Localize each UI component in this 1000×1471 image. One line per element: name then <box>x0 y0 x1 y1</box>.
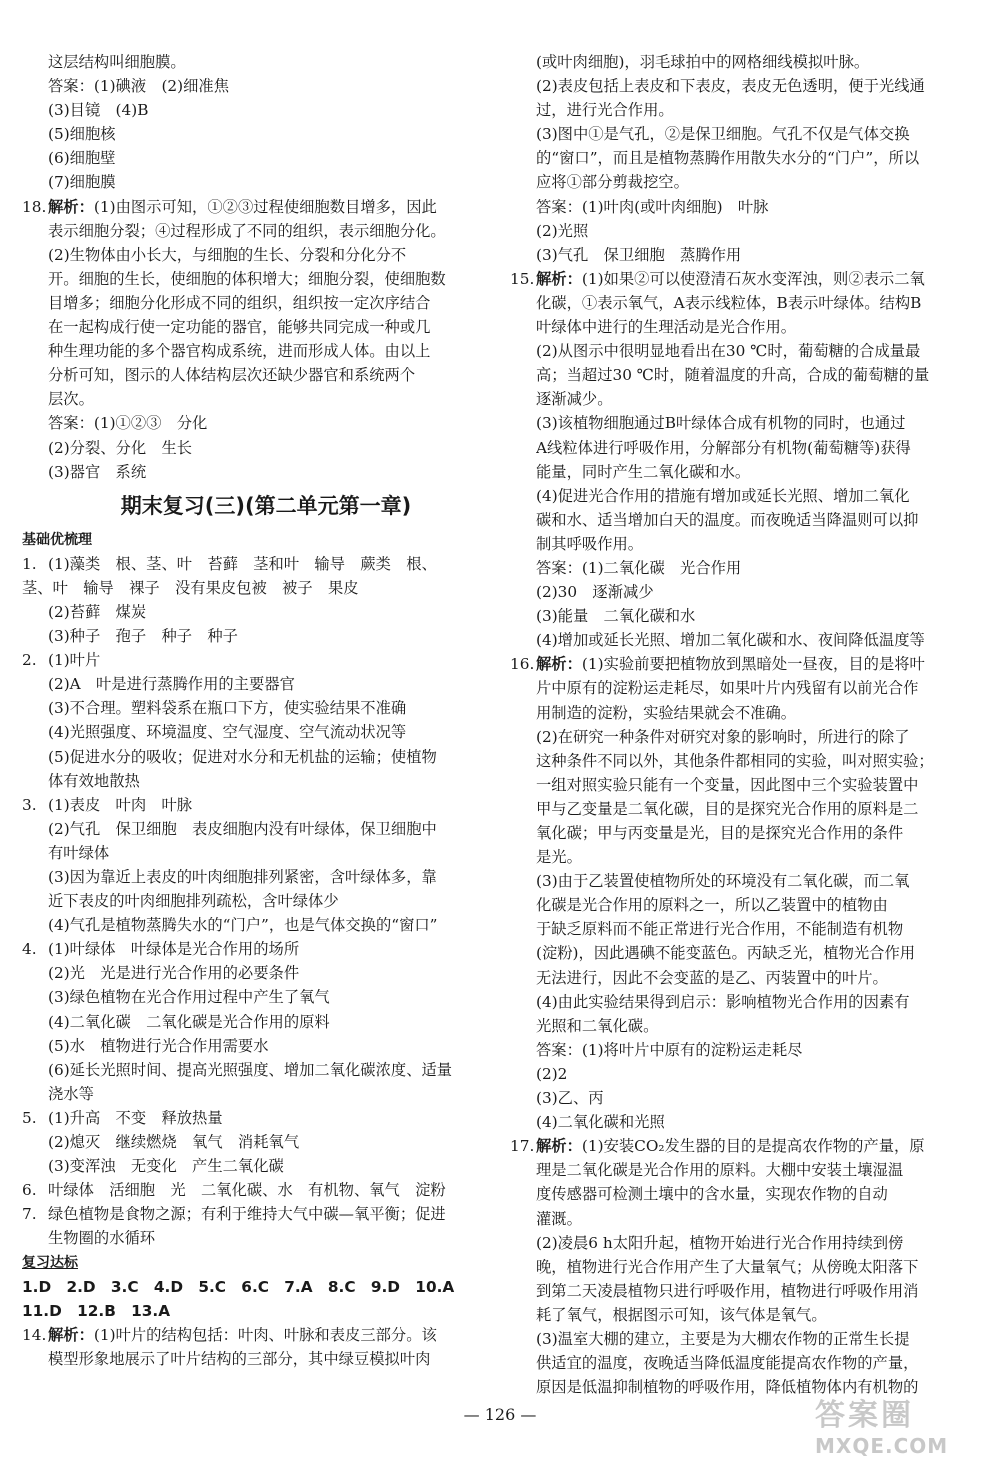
text-line: (1)安装CO₂发生器的目的是提高农作物的产量，原 <box>581 1137 925 1156</box>
text-line: 用制造的淀粉，实验结果就会不准确。 <box>536 703 797 722</box>
text-line: (4)促进光合作用的措施有增加或延长光照、增加二氧化 <box>536 486 910 505</box>
text-line: (3)不合理。塑料袋系在瓶口下方，使实验结果不准确 <box>48 699 407 718</box>
text-line: (1)叶片的结构包括：叶肉、叶脉和表皮三部分。该 <box>93 1325 437 1344</box>
text-line: 过，进行光合作用。 <box>536 101 674 120</box>
text-line: (3)种子 孢子 种子 种子 <box>48 627 238 646</box>
text-line: 分析可知，图示的人体结构层次还缺少器官和系统两个 <box>48 366 416 385</box>
page-number: — 126 — <box>463 1405 537 1424</box>
text-line: (4)由此实验结果得到启示：影响植物光合作用的因素有 <box>536 992 910 1011</box>
text-line: 甲与乙变量是二氧化碳，目的是探究光合作用的原料是二 <box>536 799 919 818</box>
text-line: (7)细胞膜 <box>48 173 116 192</box>
text-line: 这种条件不同以外，其他条件都相同的实验，叫对照实验； <box>536 751 934 770</box>
text-line: (2)凌晨6 h太阳升起，植物开始进行光合作用持续到傍 <box>536 1233 904 1252</box>
text-line: (2)光 光是进行光合作用的必要条件 <box>48 964 300 983</box>
text-line: (1)藻类 根、茎、叶 苔藓 茎和叶 输导 蕨类 根、 <box>48 554 437 573</box>
text-line: (1)如果②可以使澄清石灰水变浑浊，则②表示二氧 <box>581 269 925 288</box>
item-number: 7. <box>22 1205 37 1224</box>
chapter-title: 期末复习(三)(第二单元第一章) <box>120 493 412 518</box>
text-line: 是光。 <box>536 848 582 867</box>
text-line: 叶绿体中进行的生理活动是光合作用。 <box>536 318 797 337</box>
text-line: (2)熄灭 继续燃烧 氧气 消耗氧气 <box>48 1133 300 1152</box>
text-line: 目增多；细胞分化形成不同的组织，组织按一定次序结合 <box>48 293 431 312</box>
basic-item <box>22 1178 490 1202</box>
item-number: 6. <box>22 1181 37 1200</box>
text-line: (3)绿色植物在光合作用过程中产生了氧气 <box>48 988 330 1007</box>
text-line: 化碳是光合作用的原料之一，所以乙装置中的植物由 <box>536 896 888 915</box>
text-line: 这层结构叫细胞膜。 <box>48 53 186 71</box>
item-number: 3. <box>22 795 37 814</box>
question-17 <box>510 1134 980 1399</box>
text-line: 答案：(1)①②③ 分化 <box>48 414 208 433</box>
question-number: 17. <box>510 1137 535 1156</box>
text-line: 晚，植物进行光合作用产生了大量氧气；从傍晚太阳落下 <box>536 1257 919 1276</box>
text-line: (1)升高 不变 释放热量 <box>48 1108 223 1127</box>
item-number: 2. <box>22 651 37 670</box>
left-column <box>22 50 490 1371</box>
question-14 <box>22 1323 490 1371</box>
text-line: 模型形象地展示了叶片结构的三部分，其中绿豆模拟叶肉 <box>48 1349 431 1368</box>
text-line: (3)变浑浊 无变化 产生二氧化碳 <box>48 1157 284 1176</box>
text-line: 碳和水、适当增加白天的温度。而夜晚适当降温则可以抑 <box>536 510 919 529</box>
text-line: (1)叶片 <box>48 651 101 670</box>
text-line: 开。细胞的生长，使细胞的体积增大；细胞分裂，使细胞数 <box>48 269 446 288</box>
text-line: (3)目镜 (4)B <box>48 101 149 120</box>
question-14-continued <box>510 50 980 267</box>
text-line: 无法进行，因此不会变蓝的是乙、丙装置中的叶片。 <box>536 968 888 987</box>
text-line: (3)温室大棚的建立，主要是为大棚农作物的正常生长提 <box>536 1329 910 1348</box>
text-line: (5)细胞核 <box>48 125 116 144</box>
text-line: 表示细胞分裂；④过程形成了不同的组织，表示细胞分化。 <box>48 221 446 240</box>
question-number: 16. <box>510 655 535 674</box>
basic-item <box>22 1106 490 1178</box>
text-line: 茎、叶 输导 裸子 没有果皮包被 被子 果皮 <box>22 578 359 597</box>
text-line: (1)实验前要把植物放到黑暗处一昼夜，目的是将叶 <box>581 655 925 674</box>
question-16 <box>510 652 980 1134</box>
text-line: (3)乙、丙 <box>536 1089 604 1108</box>
text-line: 答案：(1)将叶片中原有的淀粉运走耗尽 <box>536 1040 803 1059</box>
right-column <box>510 50 980 1399</box>
question-number: 18. <box>22 197 47 216</box>
text-line: (2)A 叶是进行蒸腾作用的主要器官 <box>48 675 295 694</box>
item-number: 1. <box>22 554 37 573</box>
text-line: 近下表皮的叶肉细胞排列疏松，含叶绿体少 <box>48 892 339 911</box>
text-line: 到第二天凌晨植物只进行呼吸作用，植物进行呼吸作用消 <box>536 1281 919 1300</box>
text-line: 答案：(1)叶肉(或叶肉细胞) 叶脉 <box>536 197 769 216</box>
text-line: (或叶肉细胞)，羽毛球拍中的网格细线模拟叶脉。 <box>536 53 870 71</box>
text-line: 制其呼吸作用。 <box>536 534 644 553</box>
text-line: 供适宜的温度，夜晚适当降低温度能提高农作物的产量， <box>536 1354 919 1373</box>
text-line: 在一起构成行使一定功能的器官，能够共同完成一种或几 <box>48 318 431 337</box>
question-18 <box>22 195 490 484</box>
text-line: (1)由图示可知，①②③过程使细胞数目增多，因此 <box>93 197 437 216</box>
text-line: (4)光照强度、环境温度、空气湿度、空气流动状况等 <box>48 723 407 742</box>
text-line: (3)器官 系统 <box>48 462 147 481</box>
text-line: (2)光照 <box>536 221 589 240</box>
text-line: (2)气孔 保卫细胞 表皮细胞内没有叶绿体，保卫细胞中 <box>48 819 437 838</box>
text-line: 耗了氧气，根据图示可知，该气体是氧气。 <box>536 1305 827 1324</box>
text-line: 理是二氧化碳是光合作用的原料。大棚中安装土壤湿温 <box>536 1161 904 1180</box>
text-line: (6)细胞壁 <box>48 149 116 168</box>
text-line: 片中原有的淀粉运走耗尽，如果叶片内残留有以前光合作 <box>536 679 919 698</box>
text-line: 层次。 <box>48 390 94 409</box>
text-line: 体有效地散热 <box>48 771 140 790</box>
text-line: (3)该植物细胞通过B叶绿体合成有机物的同时，也通过 <box>536 414 906 433</box>
text-line: 答案：(1)碘液 (2)细准焦 <box>48 77 230 96</box>
text-line: (5)水 植物进行光合作用需要水 <box>48 1036 269 1055</box>
text-line: (2)2 <box>536 1064 568 1083</box>
analysis-label: 解析： <box>48 1325 94 1344</box>
text-line: (4)气孔是植物蒸腾失水的“门户”，也是气体交换的“窗口” <box>48 916 438 935</box>
text-line: 氧化碳；甲与丙变量是光，目的是探究光合作用的条件 <box>536 824 904 842</box>
mc-answers-row: 1.D 2.D 3.C 4.D 5.C 6.C 7.A 8.C 9.D 10.A <box>22 1277 455 1296</box>
text-line: A线粒体进行呼吸作用，分解部分有机物(葡萄糖等)获得 <box>536 438 911 457</box>
text-line: 生物圈的水循环 <box>48 1229 156 1248</box>
mc-answers-row: 11.D 12.B 13.A <box>22 1301 171 1320</box>
text-line: (淀粉)，因此遇碘不能变蓝色。丙缺乏光，植物光合作用 <box>536 944 916 963</box>
text-line: (2)分裂、分化 生长 <box>48 438 193 457</box>
basic-item <box>22 648 490 793</box>
text-line: 灌溉。 <box>536 1209 582 1228</box>
text-line: 度传感器可检测土壤中的含水量，实现农作物的自动 <box>536 1185 888 1204</box>
text-line: (1)叶绿体 叶绿体是光合作用的场所 <box>48 940 300 959</box>
question-number: 15. <box>510 269 535 288</box>
basic-item <box>22 793 490 938</box>
question-first-line <box>22 195 490 219</box>
text-line: (1)表皮 叶肉 叶脉 <box>48 795 193 814</box>
basic-item <box>22 1202 490 1250</box>
analysis-label: 解析： <box>48 197 94 216</box>
text-line: (2)从图示中很明显地看出在30 ℃时，葡萄糖的合成量最 <box>536 342 921 361</box>
text-line: (3)气孔 保卫细胞 蒸腾作用 <box>536 245 742 264</box>
text-line: (2)生物体由小长大，与细胞的生长、分裂和分化分不 <box>48 245 407 264</box>
text-line: (4)二氧化碳和光照 <box>536 1113 665 1132</box>
text-line: 原因是低温抑制植物的呼吸作用，降低植物体内有机物的 <box>536 1378 919 1397</box>
watermark <box>815 1398 985 1466</box>
text-line: 有叶绿体 <box>48 843 110 862</box>
text-line: (5)促进水分的吸收；促进对水分和无机盐的运输；使植物 <box>48 747 437 766</box>
text-line: 于缺乏原料而不能正常进行光合作用，不能制造有机物 <box>536 920 904 939</box>
text-line: 绿色植物是食物之源；有利于维持大气中碳—氧平衡；促进 <box>48 1205 446 1224</box>
text-line: (2)苔藓 煤炭 <box>48 602 147 621</box>
text-line: (3)由于乙装置使植物所处的环境没有二氧化碳，而二氧 <box>536 872 910 891</box>
text-line: (3)因为靠近上表皮的叶肉细胞排列紧密，含叶绿体多，靠 <box>48 868 437 886</box>
text-line: (4)增加或延长光照、增加二氧化碳和水、夜间降低温度等 <box>536 631 925 650</box>
text-line: 光照和二氧化碳。 <box>536 1016 659 1035</box>
text-line: 的“窗口”，而且是植物蒸腾作用散失水分的“门户”，所以 <box>536 149 920 168</box>
text-line: 一组对照实验只能有一个变量，因此图中三个实验装置中 <box>536 775 919 794</box>
item-number: 4. <box>22 940 37 959</box>
basic-item <box>22 937 490 1106</box>
section-heading-review: 复习达标 <box>22 1254 78 1271</box>
watermark-url: MXQE.COM <box>815 1434 949 1458</box>
basic-item <box>22 552 490 648</box>
text-line: (4)二氧化碳 二氧化碳是光合作用的原料 <box>48 1012 330 1031</box>
text-line: (6)延长光照时间、提高光照强度、增加二氧化碳浓度、适量 <box>48 1060 453 1079</box>
text-line: 逐渐减少。 <box>536 390 613 409</box>
text-line: (3)图中①是气孔，②是保卫细胞。气孔不仅是气体交换 <box>536 125 910 144</box>
analysis-label: 解析： <box>536 269 582 288</box>
text-line: 浇水等 <box>48 1084 94 1103</box>
watermark-logo: 答案圈 <box>815 1398 914 1433</box>
text-line: 种生理功能的多个器官构成系统，进而形成人体。由以上 <box>48 342 431 361</box>
text-line: 叶绿体 活细胞 光 二氧化碳、水 有机物、氧气 淀粉 <box>48 1181 446 1200</box>
item-number: 5. <box>22 1108 37 1127</box>
text-line: (2)表皮包括上表皮和下表皮，表皮无色透明，便于光线通 <box>536 77 925 96</box>
section-heading-basic: 基础优梳理 <box>22 531 92 548</box>
question-number: 14. <box>22 1325 47 1344</box>
text-line: (2)30 逐渐减少 <box>536 583 654 602</box>
text-line: 能量，同时产生二氧化碳和水。 <box>536 462 751 481</box>
prev-answer-block <box>22 50 490 195</box>
analysis-label: 解析： <box>536 1137 582 1156</box>
text-line: (2)在研究一种条件对研究对象的影响时，所进行的除了 <box>536 727 910 746</box>
text-line: 应将①部分剪裁挖空。 <box>536 173 689 192</box>
text-line: 答案：(1)二氧化碳 光合作用 <box>536 558 742 577</box>
text-line: 高；当超过30 ℃时，随着温度的升高，合成的葡萄糖的量 <box>536 366 930 385</box>
text-line: 化碳，①表示氧气，A表示线粒体，B表示叶绿体。结构B <box>536 293 922 312</box>
analysis-label: 解析： <box>536 655 582 674</box>
question-15 <box>510 267 980 653</box>
text-line: (3)能量 二氧化碳和水 <box>536 607 696 626</box>
